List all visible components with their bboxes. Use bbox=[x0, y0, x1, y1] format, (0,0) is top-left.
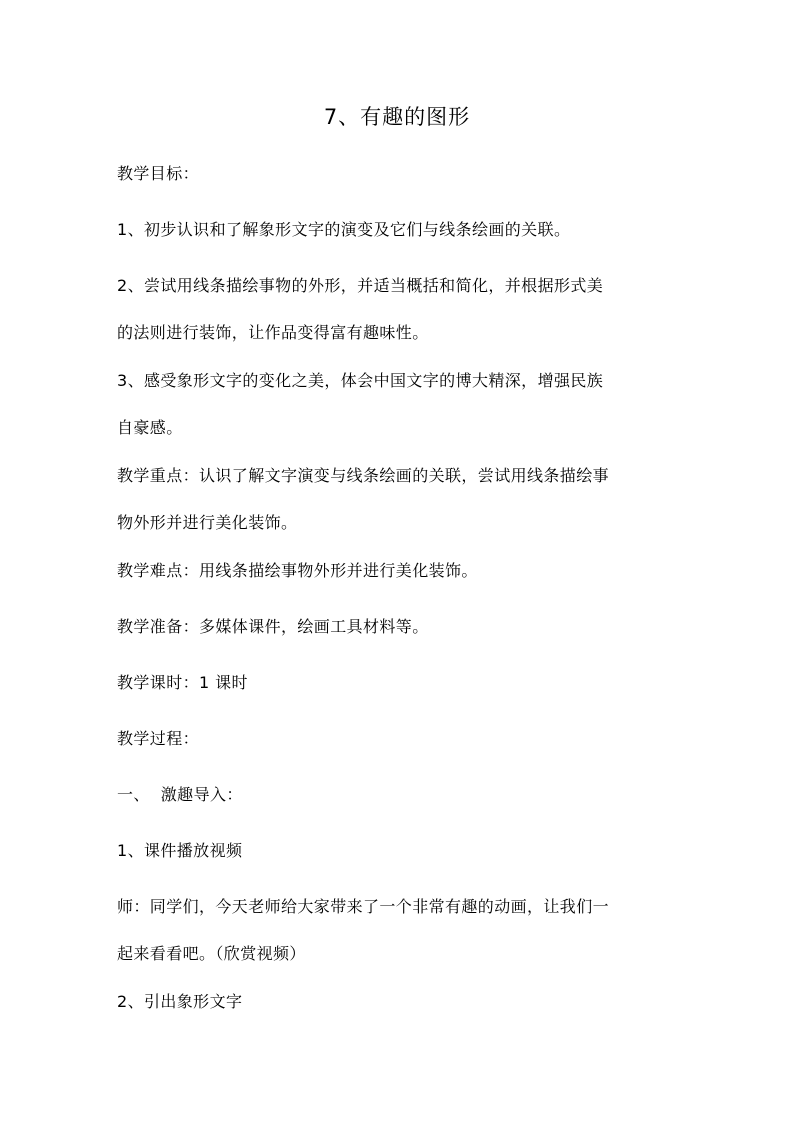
paragraph-line: 起来看看吧。（欣赏视频） bbox=[117, 944, 306, 963]
paragraph-line: 1、课件播放视频 bbox=[117, 841, 243, 860]
paragraph-line: 教学课时：1 课时 bbox=[117, 673, 248, 692]
paragraph-line: 教学难点：用线条描绘事物外形并进行美化装饰。 bbox=[117, 561, 478, 580]
teacher-dialogue bbox=[117, 883, 681, 977]
teaching-hours bbox=[117, 659, 681, 706]
paragraph-line: 2、尝试用线条描绘事物的外形，并适当概括和简化，并根据形式美 bbox=[117, 276, 604, 295]
document-title: 7、有趣的图形 bbox=[323, 105, 471, 129]
objective-item-3 bbox=[117, 357, 681, 451]
paragraph-line: 师：同学们，今天老师给大家带来了一个非常有趣的动画，让我们一 bbox=[117, 897, 610, 916]
process-substep-2 bbox=[117, 978, 681, 1025]
process-substep-1 bbox=[117, 827, 681, 874]
process-step-1-heading bbox=[117, 771, 681, 818]
paragraph-line: 教学过程： bbox=[117, 729, 200, 748]
objective-item-2 bbox=[117, 262, 681, 356]
paragraph-line: 教学重点：认识了解文字演变与线条绘画的关联，尝试用线条描绘事 bbox=[117, 466, 610, 485]
paragraph-line: 物外形并进行美化装饰。 bbox=[117, 513, 298, 532]
section-heading-objectives bbox=[117, 150, 681, 197]
paragraph-line: 的法则进行装饰，让作品变得富有趣味性。 bbox=[117, 323, 429, 342]
paragraph-line: 教学目标： bbox=[117, 164, 200, 183]
objective-item-1 bbox=[117, 206, 681, 253]
teaching-key-points bbox=[117, 452, 681, 546]
paragraph-line: 一、 激趣导入： bbox=[117, 785, 243, 804]
teaching-preparation bbox=[117, 603, 681, 650]
teaching-difficulties bbox=[117, 547, 681, 594]
section-heading-process bbox=[117, 715, 681, 762]
paragraph-line: 教学准备：多媒体课件，绘画工具材料等。 bbox=[117, 617, 429, 636]
paragraph-line: 3、感受象形文字的变化之美，体会中国文字的博大精深，增强民族 bbox=[117, 371, 604, 390]
paragraph-line: 1、初步认识和了解象形文字的演变及它们与线条绘画的关联。 bbox=[117, 220, 571, 239]
paragraph-line: 2、引出象形文字 bbox=[117, 992, 243, 1011]
paragraph-line: 自豪感。 bbox=[117, 418, 183, 437]
